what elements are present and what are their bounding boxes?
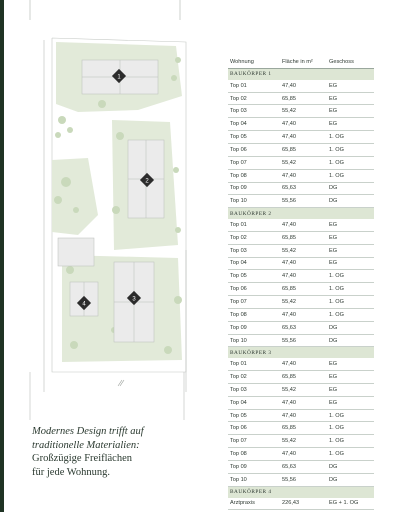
cell-wohnung: Top 01 — [230, 361, 247, 368]
cell-wohnung: Top 06 — [230, 425, 247, 432]
cell-geschoss: DG — [329, 463, 338, 470]
svg-text:4: 4 — [82, 301, 86, 308]
table-row — [228, 219, 374, 232]
cell-geschoss: 1. OG — [329, 146, 344, 153]
tagline — [32, 425, 207, 479]
cell-flaeche: 47,40 — [282, 273, 296, 280]
cell-geschoss: EG — [329, 95, 338, 102]
svg-text:3: 3 — [132, 296, 136, 303]
cell-geschoss: DG — [329, 476, 338, 483]
cell-geschoss: 1. OG — [329, 273, 344, 280]
cell-wohnung: Top 01 — [230, 82, 247, 89]
cell-geschoss: EG — [329, 221, 338, 228]
cell-flaeche: 65,85 — [282, 146, 296, 153]
cell-flaeche: 65,63 — [282, 185, 296, 192]
cell-geschoss: EG — [329, 108, 338, 115]
table-row — [228, 270, 374, 283]
section-title: BAUKÖRPER 4 — [228, 487, 374, 498]
building-4-annex — [58, 238, 94, 266]
cell-geschoss: DG — [329, 198, 338, 205]
table-row — [228, 410, 374, 423]
cell-wohnung: Top 05 — [230, 134, 247, 141]
table-row — [228, 105, 374, 118]
cell-geschoss: EG — [329, 386, 338, 393]
tagline-line-2: traditionelle Materialien: — [32, 439, 140, 451]
table-row — [228, 474, 374, 487]
cell-flaeche: 47,40 — [282, 260, 296, 267]
cell-wohnung: Top 02 — [230, 234, 247, 241]
cell-wohnung: Top 01 — [230, 221, 247, 228]
cell-wohnung: Top 02 — [230, 95, 247, 102]
table-row — [228, 309, 374, 322]
cell-geschoss: 1. OG — [329, 451, 344, 458]
cell-wohnung: Top 04 — [230, 399, 247, 406]
cell-wohnung: Top 04 — [230, 260, 247, 267]
cell-geschoss: EG — [329, 82, 338, 89]
table-row — [228, 118, 374, 131]
table-header — [228, 56, 374, 69]
cell-wohnung: Top 03 — [230, 247, 247, 254]
cell-flaeche: 65,85 — [282, 374, 296, 381]
table-row — [228, 258, 374, 271]
cell-flaeche: 55,56 — [282, 337, 296, 344]
table-row — [228, 296, 374, 309]
cell-wohnung: Top 03 — [230, 108, 247, 115]
cell-wohnung: Top 05 — [230, 273, 247, 280]
cell-flaeche: 55,42 — [282, 247, 296, 254]
cell-geschoss: DG — [329, 337, 338, 344]
cell-flaeche: 47,40 — [282, 311, 296, 318]
cell-wohnung: Top 09 — [230, 463, 247, 470]
apartment-table — [228, 56, 374, 510]
cell-flaeche: 65,85 — [282, 234, 296, 241]
cell-geschoss: 1. OG — [329, 299, 344, 306]
table-row — [228, 397, 374, 410]
cell-flaeche: 47,40 — [282, 82, 296, 89]
cell-wohnung: Top 03 — [230, 386, 247, 393]
table-row — [228, 422, 374, 435]
cell-wohnung: Top 10 — [230, 337, 247, 344]
cell-flaeche: 55,42 — [282, 108, 296, 115]
table-row — [228, 322, 374, 335]
cell-geschoss: EG — [329, 121, 338, 128]
table-row — [228, 131, 374, 144]
cell-wohnung: Top 08 — [230, 451, 247, 458]
cell-geschoss: 1. OG — [329, 412, 344, 419]
header-wohnung: Wohnung — [230, 59, 254, 65]
cell-geschoss: 1. OG — [329, 134, 344, 141]
cell-flaeche: 65,85 — [282, 425, 296, 432]
cell-flaeche: 65,63 — [282, 324, 296, 331]
cell-flaeche: 47,40 — [282, 399, 296, 406]
cell-flaeche: 55,42 — [282, 386, 296, 393]
cell-geschoss: DG — [329, 324, 338, 331]
table-row — [228, 80, 374, 93]
cell-wohnung: Top 04 — [230, 121, 247, 128]
page-edge-bar — [0, 0, 4, 512]
cell-flaeche: 55,56 — [282, 198, 296, 205]
cell-geschoss: 1. OG — [329, 311, 344, 318]
table-row — [228, 435, 374, 448]
tagline-line-1: Modernes Design trifft auf — [32, 426, 144, 437]
cell-geschoss: EG — [329, 234, 338, 241]
cell-geschoss: DG — [329, 185, 338, 192]
table-row — [228, 245, 374, 258]
cell-flaeche: 47,40 — [282, 172, 296, 179]
cell-flaeche: 55,42 — [282, 438, 296, 445]
cell-geschoss: EG — [329, 260, 338, 267]
cell-flaeche: 47,40 — [282, 412, 296, 419]
cell-wohnung: Top 06 — [230, 286, 247, 293]
cell-wohnung: Top 07 — [230, 299, 247, 306]
tagline-line-4: für jede Wohnung. — [32, 466, 110, 478]
cell-geschoss: 1. OG — [329, 425, 344, 432]
cell-wohnung: Top 07 — [230, 159, 247, 166]
cell-wohnung: Top 05 — [230, 412, 247, 419]
cell-geschoss: EG — [329, 374, 338, 381]
cell-geschoss: EG — [329, 361, 338, 368]
cell-wohnung: Top 10 — [230, 198, 247, 205]
cell-flaeche: 47,40 — [282, 221, 296, 228]
table-row — [228, 335, 374, 348]
cell-geschoss: 1. OG — [329, 172, 344, 179]
table-row — [228, 283, 374, 296]
cell-wohnung: Top 06 — [230, 146, 247, 153]
north-arrow — [118, 380, 124, 386]
table-row — [228, 358, 374, 371]
table-row — [228, 371, 374, 384]
tagline-line-3: Großzügige Freiflächen — [32, 453, 133, 464]
table-row — [228, 183, 374, 196]
cell-wohnung: Arztpraxis — [230, 500, 255, 507]
table-row — [228, 195, 374, 208]
table-row — [228, 170, 374, 183]
header-geschoss: Geschoss — [329, 59, 354, 65]
cell-wohnung: Top 10 — [230, 476, 247, 483]
cell-flaeche: 226,43 — [282, 500, 300, 507]
cell-wohnung: Top 08 — [230, 311, 247, 318]
cell-flaeche: 65,63 — [282, 463, 296, 470]
table-row — [228, 498, 374, 511]
section-title: BAUKÖRPER 1 — [228, 69, 374, 80]
cell-wohnung: Top 09 — [230, 324, 247, 331]
site-plan — [18, 0, 218, 420]
cell-wohnung: Top 09 — [230, 185, 247, 192]
cell-flaeche: 47,40 — [282, 121, 296, 128]
cell-flaeche: 65,85 — [282, 286, 296, 293]
cell-flaeche: 55,42 — [282, 159, 296, 166]
table-row — [228, 93, 374, 106]
table-body — [228, 69, 374, 510]
cell-geschoss: EG — [329, 399, 338, 406]
cell-geschoss: 1. OG — [329, 159, 344, 166]
cell-wohnung: Top 02 — [230, 374, 247, 381]
table-row — [228, 157, 374, 170]
svg-text:2: 2 — [145, 178, 149, 185]
table-row — [228, 448, 374, 461]
cell-flaeche: 65,85 — [282, 95, 296, 102]
header-flaeche: Fläche in m² — [282, 59, 313, 65]
svg-text:1: 1 — [117, 74, 121, 81]
cell-flaeche: 55,42 — [282, 299, 296, 306]
cell-flaeche: 55,56 — [282, 476, 296, 483]
section-title: BAUKÖRPER 2 — [228, 208, 374, 219]
cell-geschoss: 1. OG — [329, 286, 344, 293]
cell-wohnung: Top 07 — [230, 438, 247, 445]
cell-wohnung: Top 08 — [230, 172, 247, 179]
cell-geschoss: EG — [329, 247, 338, 254]
table-row — [228, 384, 374, 397]
cell-geschoss: 1. OG — [329, 438, 344, 445]
cell-geschoss: EG + 1. OG — [329, 500, 359, 507]
table-row — [228, 232, 374, 245]
table-row — [228, 144, 374, 157]
cell-flaeche: 47,40 — [282, 451, 296, 458]
cell-flaeche: 47,40 — [282, 361, 296, 368]
cell-flaeche: 47,40 — [282, 134, 296, 141]
table-row — [228, 461, 374, 474]
section-title: BAUKÖRPER 3 — [228, 347, 374, 358]
